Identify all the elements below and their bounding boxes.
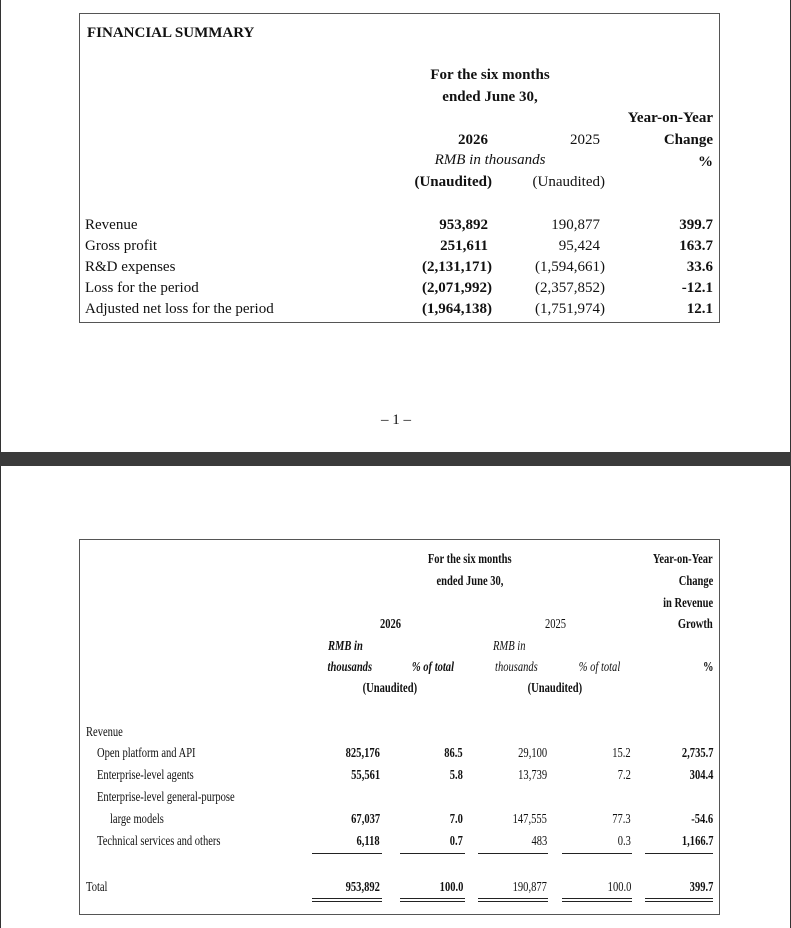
row-current: 55,561 [351, 767, 380, 782]
total-double-rule [645, 898, 713, 902]
row-current: 251,611 [440, 238, 488, 254]
subtotal-rule [562, 853, 632, 854]
subtotal-rule [478, 853, 548, 854]
row-current-pct: 0.7 [449, 833, 463, 848]
yoy-header-line2: Change [663, 132, 713, 148]
period-header-line2: ended June 30, [436, 573, 504, 588]
row-label: Loss for the period [85, 280, 199, 296]
row-label: Gross profit [85, 238, 158, 254]
total-double-rule [400, 898, 465, 902]
subtotal-rule [645, 853, 713, 854]
yoy-header-unit: % [698, 154, 713, 170]
row-label: R&D expenses [85, 259, 176, 275]
year-current: 2026 [379, 616, 401, 631]
row-change: 12.1 [686, 301, 713, 317]
row-current: 953,892 [439, 217, 488, 233]
thousands-prior: thousands [495, 659, 538, 674]
subtotal-rule [400, 853, 465, 854]
period-header-line1: For the six months [430, 67, 550, 83]
row-prior: 147,555 [512, 811, 547, 826]
total-double-rule [478, 898, 548, 902]
row-change: -12.1 [681, 280, 713, 296]
row-label-continued: large models [110, 811, 164, 826]
yoy-unit: % [702, 659, 713, 674]
row-prior: 483 [531, 833, 547, 848]
total-prior-pct: 100.0 [607, 879, 631, 894]
row-growth: 304.4 [689, 767, 713, 782]
row-label: Enterprise-level agents [97, 767, 194, 782]
row-current-pct: 86.5 [444, 745, 463, 760]
row-prior-pct: 15.2 [612, 745, 631, 760]
row-growth: -54.6 [691, 811, 713, 826]
page-number: – 1 – [381, 412, 411, 428]
row-current: (2,071,992) [422, 280, 492, 296]
total-double-rule [562, 898, 632, 902]
row-label: Adjusted net loss for the period [85, 301, 274, 317]
audit-current: (Unaudited) [414, 174, 492, 190]
row-prior-pct: 77.3 [612, 811, 631, 826]
yoy-header-line1: Year-on-Year [627, 110, 713, 126]
currency-note: RMB in thousands [434, 152, 546, 168]
financial-summary-table [79, 13, 720, 323]
year-prior: 2025 [544, 616, 566, 631]
row-label: Technical services and others [97, 833, 221, 848]
total-growth: 399.7 [689, 879, 713, 894]
section-title: FINANCIAL SUMMARY [87, 25, 255, 41]
total-prior: 190,877 [512, 879, 547, 894]
thousands-current: thousands [327, 659, 372, 674]
audit-current: (Unaudited) [362, 680, 418, 695]
row-current: (1,964,138) [422, 301, 492, 317]
row-prior: 95,424 [558, 238, 600, 254]
row-prior: (2,357,852) [535, 280, 605, 296]
row-current: 6,118 [356, 833, 380, 848]
row-growth: 1,166.7 [681, 833, 713, 848]
total-current-pct: 100.0 [439, 879, 463, 894]
yoy-header-line2: Change [678, 573, 713, 588]
row-change: 163.7 [679, 238, 713, 254]
row-prior: 29,100 [518, 745, 547, 760]
row-prior: (1,594,661) [535, 259, 605, 275]
pct-total-current: % of total [411, 659, 454, 674]
period-header-line2: ended June 30, [442, 89, 538, 105]
audit-prior: (Unaudited) [527, 680, 583, 695]
row-prior: 13,739 [518, 767, 547, 782]
revenue-label: Revenue [86, 724, 123, 739]
row-label: Open platform and API [97, 745, 196, 760]
rmb-in-current: RMB in [328, 638, 363, 653]
yoy-header-line3: in Revenue [662, 595, 713, 610]
row-growth: 2,735.7 [681, 745, 713, 760]
page-divider [0, 452, 791, 466]
row-current: 825,176 [345, 745, 380, 760]
year-prior: 2025 [570, 132, 600, 148]
row-label: Enterprise-level general-purpose [97, 789, 235, 804]
row-current-pct: 5.8 [449, 767, 463, 782]
row-current: 67,037 [351, 811, 380, 826]
row-current-pct: 7.0 [449, 811, 463, 826]
yoy-header-line4: Growth [678, 616, 713, 631]
yoy-header-line1: Year-on-Year [653, 551, 713, 566]
document-page-2 [0, 466, 791, 928]
document-page-1 [0, 0, 791, 452]
row-prior-pct: 0.3 [617, 833, 631, 848]
audit-prior: (Unaudited) [532, 174, 605, 190]
period-header-line1: For the six months [428, 551, 512, 566]
rmb-in-prior: RMB in [493, 638, 526, 653]
subtotal-rule [312, 853, 382, 854]
total-label: Total [86, 879, 108, 894]
row-prior: (1,751,974) [535, 301, 605, 317]
row-label: Revenue [85, 217, 138, 233]
row-change: 399.7 [679, 217, 713, 233]
total-current: 953,892 [345, 879, 380, 894]
row-prior: 190,877 [551, 217, 600, 233]
revenue-breakdown-table [79, 539, 720, 915]
row-change: 33.6 [686, 259, 713, 275]
pct-total-prior: % of total [578, 659, 620, 674]
year-current: 2026 [458, 132, 488, 148]
total-double-rule [312, 898, 382, 902]
row-current: (2,131,171) [422, 259, 492, 275]
row-prior-pct: 7.2 [617, 767, 631, 782]
